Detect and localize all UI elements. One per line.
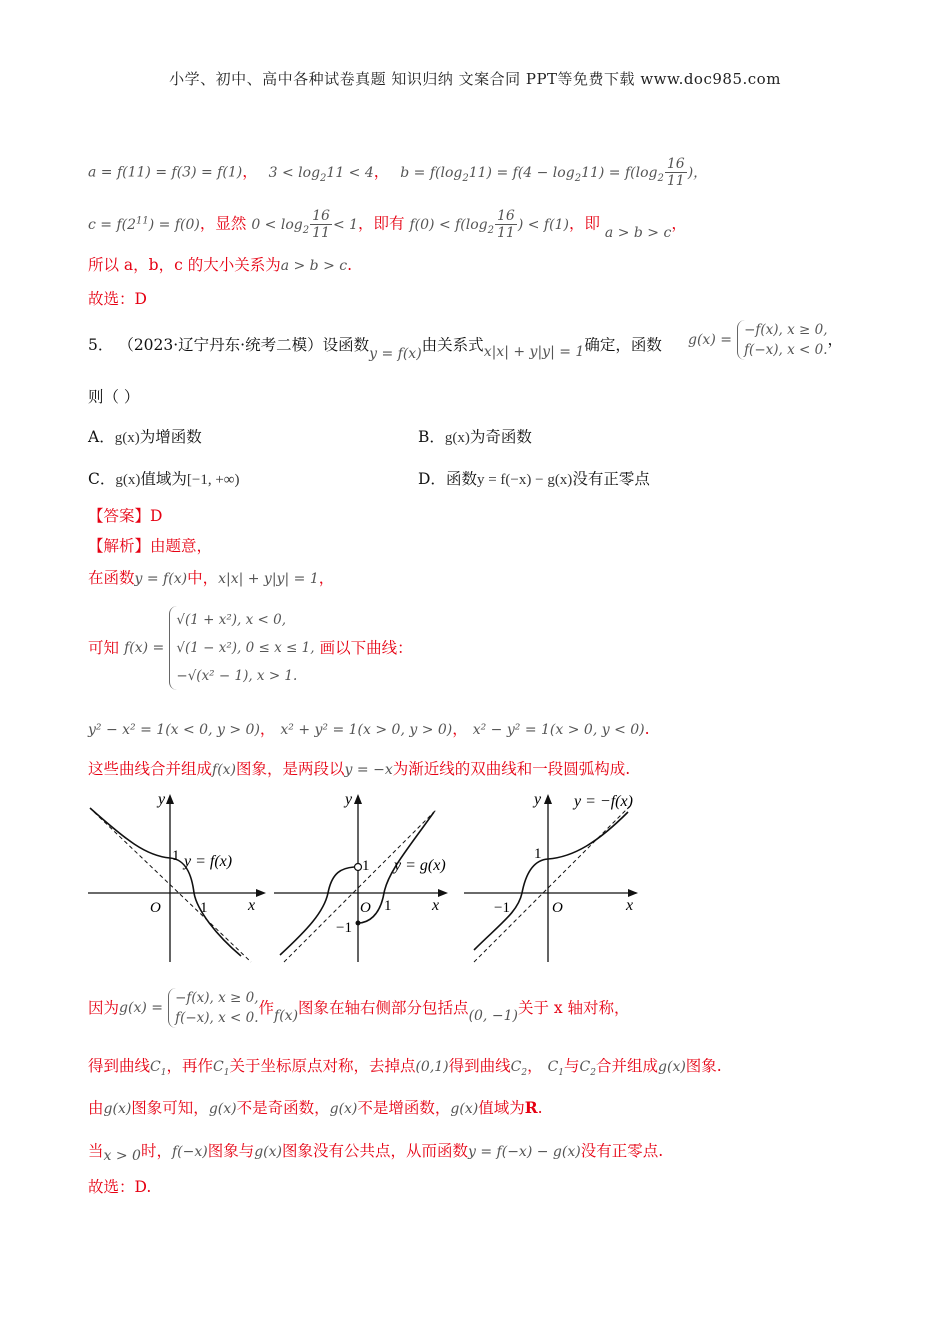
- c2b: $C_2$: [579, 1059, 596, 1078]
- m: y = f(x): [134, 571, 188, 587]
- text-relation-label: 由关系式: [421, 336, 484, 354]
- gx: g(x): [254, 1144, 282, 1160]
- origin: O: [552, 900, 563, 916]
- case1: −f(x), x ≥ 0,: [175, 990, 259, 1006]
- math-b-def: $b = f(\log_211) = f(4 - \log_211) = f(\log_2$ $\frac{16}{11}$ )，: [400, 156, 708, 189]
- c1c: $C_1$: [547, 1059, 565, 1078]
- t: 得到曲线: [88, 1057, 151, 1075]
- math-f-compare: $f(0) < f(\log_2$ $\frac{16}{11}$ ) < f(1): [409, 208, 569, 241]
- option-math: g(x): [444, 430, 470, 446]
- m: x > 0: [103, 1148, 141, 1164]
- option-math: g(x): [115, 472, 141, 488]
- asymptote: [94, 812, 251, 962]
- curve-a: y² − x² = 1(x < 0, y > 0): [88, 722, 260, 738]
- y-label: y: [534, 791, 542, 808]
- t: 当: [88, 1142, 104, 1160]
- t3: 不是奇函数，: [236, 1099, 330, 1117]
- m: f(x) =: [124, 640, 165, 656]
- graph-title: y = −f(x): [574, 793, 633, 810]
- tick-y: 1: [362, 858, 370, 874]
- t4: 图象没有公共点，从而函数: [282, 1142, 469, 1160]
- sol-line-2: [88, 606, 413, 690]
- graph-g: [272, 790, 452, 965]
- case2: f(−x), x < 0.: [175, 1010, 259, 1026]
- g-def-label: g(x) =: [688, 332, 732, 348]
- tick-neg: −1: [494, 900, 510, 916]
- comma: ，: [827, 330, 844, 349]
- option-a[interactable]: [88, 426, 202, 449]
- tick-y: 1: [172, 848, 180, 864]
- text-then: ，即有: [358, 214, 405, 233]
- m2: f(−x): [171, 1144, 208, 1160]
- curve-g-left: [280, 867, 354, 955]
- curve-b: x² + y² = 1(x > 0, y > 0): [280, 722, 453, 738]
- option-text: 为奇函数: [469, 428, 532, 446]
- option-c[interactable]: [88, 468, 240, 491]
- closed-point: [356, 921, 361, 926]
- end: .: [537, 1099, 543, 1117]
- f-cases: [169, 606, 314, 690]
- question-number: 5．: [88, 336, 114, 354]
- question-5: [88, 334, 662, 362]
- t3: 图象与: [207, 1142, 255, 1160]
- math-abc: a > b > c: [604, 224, 672, 241]
- end: .: [644, 720, 650, 738]
- t3: 关于坐标原点对称，去掉点: [229, 1057, 416, 1075]
- sep: ，: [259, 720, 276, 738]
- sol-line-5: [88, 988, 630, 1028]
- math-relation: x|x| + y|y| = 1: [483, 344, 585, 360]
- t2: 图象可知，: [131, 1099, 209, 1117]
- prev-line-3: [88, 254, 352, 277]
- sol-line-7: [88, 1097, 543, 1120]
- sep: ，: [242, 162, 258, 181]
- t: 由: [88, 1099, 104, 1117]
- t7: 合并组成: [596, 1057, 659, 1075]
- answer-tag: 【答案】: [88, 507, 151, 525]
- option-label: C．: [88, 470, 116, 488]
- R: R: [524, 1098, 538, 1117]
- t3: 为渐近线的双曲线和一段圆弧构成.: [392, 760, 631, 778]
- option-d[interactable]: [418, 468, 650, 491]
- t: 因为: [88, 999, 120, 1017]
- curve-c: x² − y² = 1(x > 0, y < 0): [472, 722, 645, 738]
- graph-title: y = g(x): [394, 857, 446, 874]
- f-case-3: −√(x² − 1), x > 1.: [176, 668, 298, 684]
- f-case-2: √(1 − x²), 0 ≤ x ≤ 1,: [176, 640, 315, 656]
- prev-line-1: [88, 156, 707, 189]
- asymptote: [474, 806, 630, 962]
- graph-f: [86, 790, 266, 965]
- t: 在函数: [88, 569, 135, 587]
- origin: O: [150, 900, 161, 916]
- option-math: g(x): [114, 430, 140, 446]
- page-header: 小学、初中、高中各种试卷真题 知识归纳 文案合同 PPT等免费下载 www.doc985.com: [169, 70, 781, 88]
- m: g(x): [329, 1101, 358, 1117]
- option-text: 值域为: [140, 470, 187, 488]
- c1b: $C_1$: [212, 1059, 230, 1078]
- t2: 中，: [187, 569, 219, 587]
- sep3: ，: [671, 214, 687, 233]
- g-cases: [737, 320, 827, 360]
- m2: y = −x: [344, 762, 393, 778]
- tick-neg: −1: [336, 920, 352, 936]
- x-label: x: [626, 897, 634, 914]
- option-label: A．: [88, 428, 115, 446]
- x-arrow: [256, 889, 266, 897]
- graph-title: y = f(x): [184, 853, 233, 870]
- g-definition: [688, 320, 843, 360]
- x-arrow: [628, 889, 638, 897]
- final-answer: 故选：D.: [88, 1178, 152, 1196]
- t2: 画以下曲线：: [319, 639, 413, 657]
- c2: $C_2$: [510, 1059, 528, 1078]
- y-label: y: [158, 791, 166, 808]
- y-label: y: [345, 791, 353, 808]
- g-case-2: f(−x), x < 0.: [744, 342, 828, 358]
- question-then: 则（ ）: [88, 388, 140, 406]
- text-namely: ，即: [568, 214, 600, 233]
- tick-x: 1: [200, 900, 208, 916]
- y-arrow: [544, 794, 552, 804]
- open-point: [355, 864, 362, 871]
- prev-line-2: [88, 208, 687, 241]
- m2: g(x): [658, 1059, 686, 1075]
- tick-y: 1: [534, 846, 542, 862]
- t2: 作: [258, 999, 275, 1017]
- sep2: ，: [373, 162, 390, 181]
- sol-line-6: [88, 1055, 722, 1084]
- sol-line-3: [88, 718, 650, 741]
- t2: 时，: [140, 1142, 172, 1160]
- math-abc-2: a > b > c: [280, 258, 348, 274]
- graph-neg-f: [462, 790, 652, 965]
- analysis-line: [88, 535, 212, 557]
- math-a-def: a = f(11) = f(3) = f(1): [88, 164, 243, 181]
- option-text: 没有正零点: [572, 470, 650, 488]
- t4: 关于 x 轴对称，: [517, 999, 630, 1017]
- t2: ，再作: [166, 1057, 213, 1075]
- question-source: （2023·辽宁丹东·统考二模）设函数: [118, 336, 370, 354]
- option-label: B．: [418, 428, 445, 446]
- m2: x|x| + y|y| = 1: [218, 571, 319, 587]
- sep: ，: [452, 720, 468, 738]
- text-obviously: ，显然: [199, 214, 247, 233]
- t4: 不是增函数，: [357, 1099, 451, 1117]
- x-arrow: [438, 889, 448, 897]
- sol-line-1: [88, 567, 334, 590]
- math-log-range: $0 < \log_2$ $\frac{16}{11}$ < 1: [251, 208, 359, 241]
- option-label: D．: [418, 470, 446, 488]
- text-relation: 所以 a，b，c 的大小关系为: [88, 256, 281, 274]
- y-arrow: [166, 794, 174, 804]
- end: ，: [318, 569, 335, 587]
- option-math: y = f(−x) − g(x): [476, 472, 573, 488]
- m3: y = f(−x) − g(x): [468, 1144, 581, 1160]
- m: f(x): [274, 1008, 299, 1024]
- m: g(x): [103, 1101, 132, 1117]
- y-arrow: [354, 794, 362, 804]
- math-func: y = f(x): [369, 346, 422, 362]
- t3: 图象在轴右侧部分包括点: [298, 999, 469, 1017]
- t5: 没有正零点.: [580, 1142, 664, 1160]
- g-cases-2: [168, 988, 258, 1028]
- c1: $C_1$: [150, 1059, 167, 1078]
- m: g(x): [450, 1101, 479, 1117]
- math-log-bound: $3 < \log_211 < 4$: [268, 164, 374, 184]
- g-case-1: −f(x), x ≥ 0,: [744, 322, 828, 338]
- t2: 图象，是两段以: [236, 760, 345, 778]
- analysis-tag: 【解析】: [88, 537, 151, 555]
- option-range: [−1, +∞): [186, 472, 240, 488]
- period: .: [347, 256, 353, 274]
- t: 这些曲线合并组成: [88, 760, 213, 778]
- x-label: x: [432, 897, 440, 914]
- sol-line-4: [88, 758, 630, 781]
- x-label: x: [248, 897, 256, 914]
- option-b[interactable]: [418, 426, 532, 449]
- prev-answer: 故选：D: [88, 290, 147, 308]
- t4: 得到曲线: [448, 1057, 511, 1075]
- sol-line-8: [88, 1140, 663, 1163]
- math-c-def: $c = f(2^{11}) = f(0)$: [88, 214, 200, 233]
- t8: 图象.: [685, 1057, 722, 1075]
- m: f(x): [212, 762, 237, 778]
- t5: 值域为: [478, 1099, 525, 1117]
- curve-f: [90, 808, 241, 956]
- answer-line: [88, 505, 162, 527]
- t: 可知: [88, 639, 120, 657]
- curve-neg-f: [474, 812, 628, 950]
- analysis-start: 由题意，: [150, 537, 213, 555]
- origin: O: [360, 900, 371, 916]
- f-case-1: √(1 + x²), x < 0,: [176, 612, 287, 628]
- m: (0,1): [415, 1059, 449, 1075]
- answer-value: D: [150, 507, 163, 525]
- option-text: 为增函数: [139, 428, 202, 446]
- m: g(x): [208, 1101, 237, 1117]
- m2: (0, −1): [468, 1008, 518, 1024]
- t6: 与: [564, 1057, 580, 1075]
- t5: ，: [527, 1057, 543, 1075]
- asymptote: [284, 810, 436, 962]
- text-determine: 确定，函数: [584, 336, 662, 354]
- g-def: g(x) =: [119, 1000, 163, 1016]
- tick-x: 1: [384, 898, 392, 914]
- option-text0: 函数: [445, 470, 477, 488]
